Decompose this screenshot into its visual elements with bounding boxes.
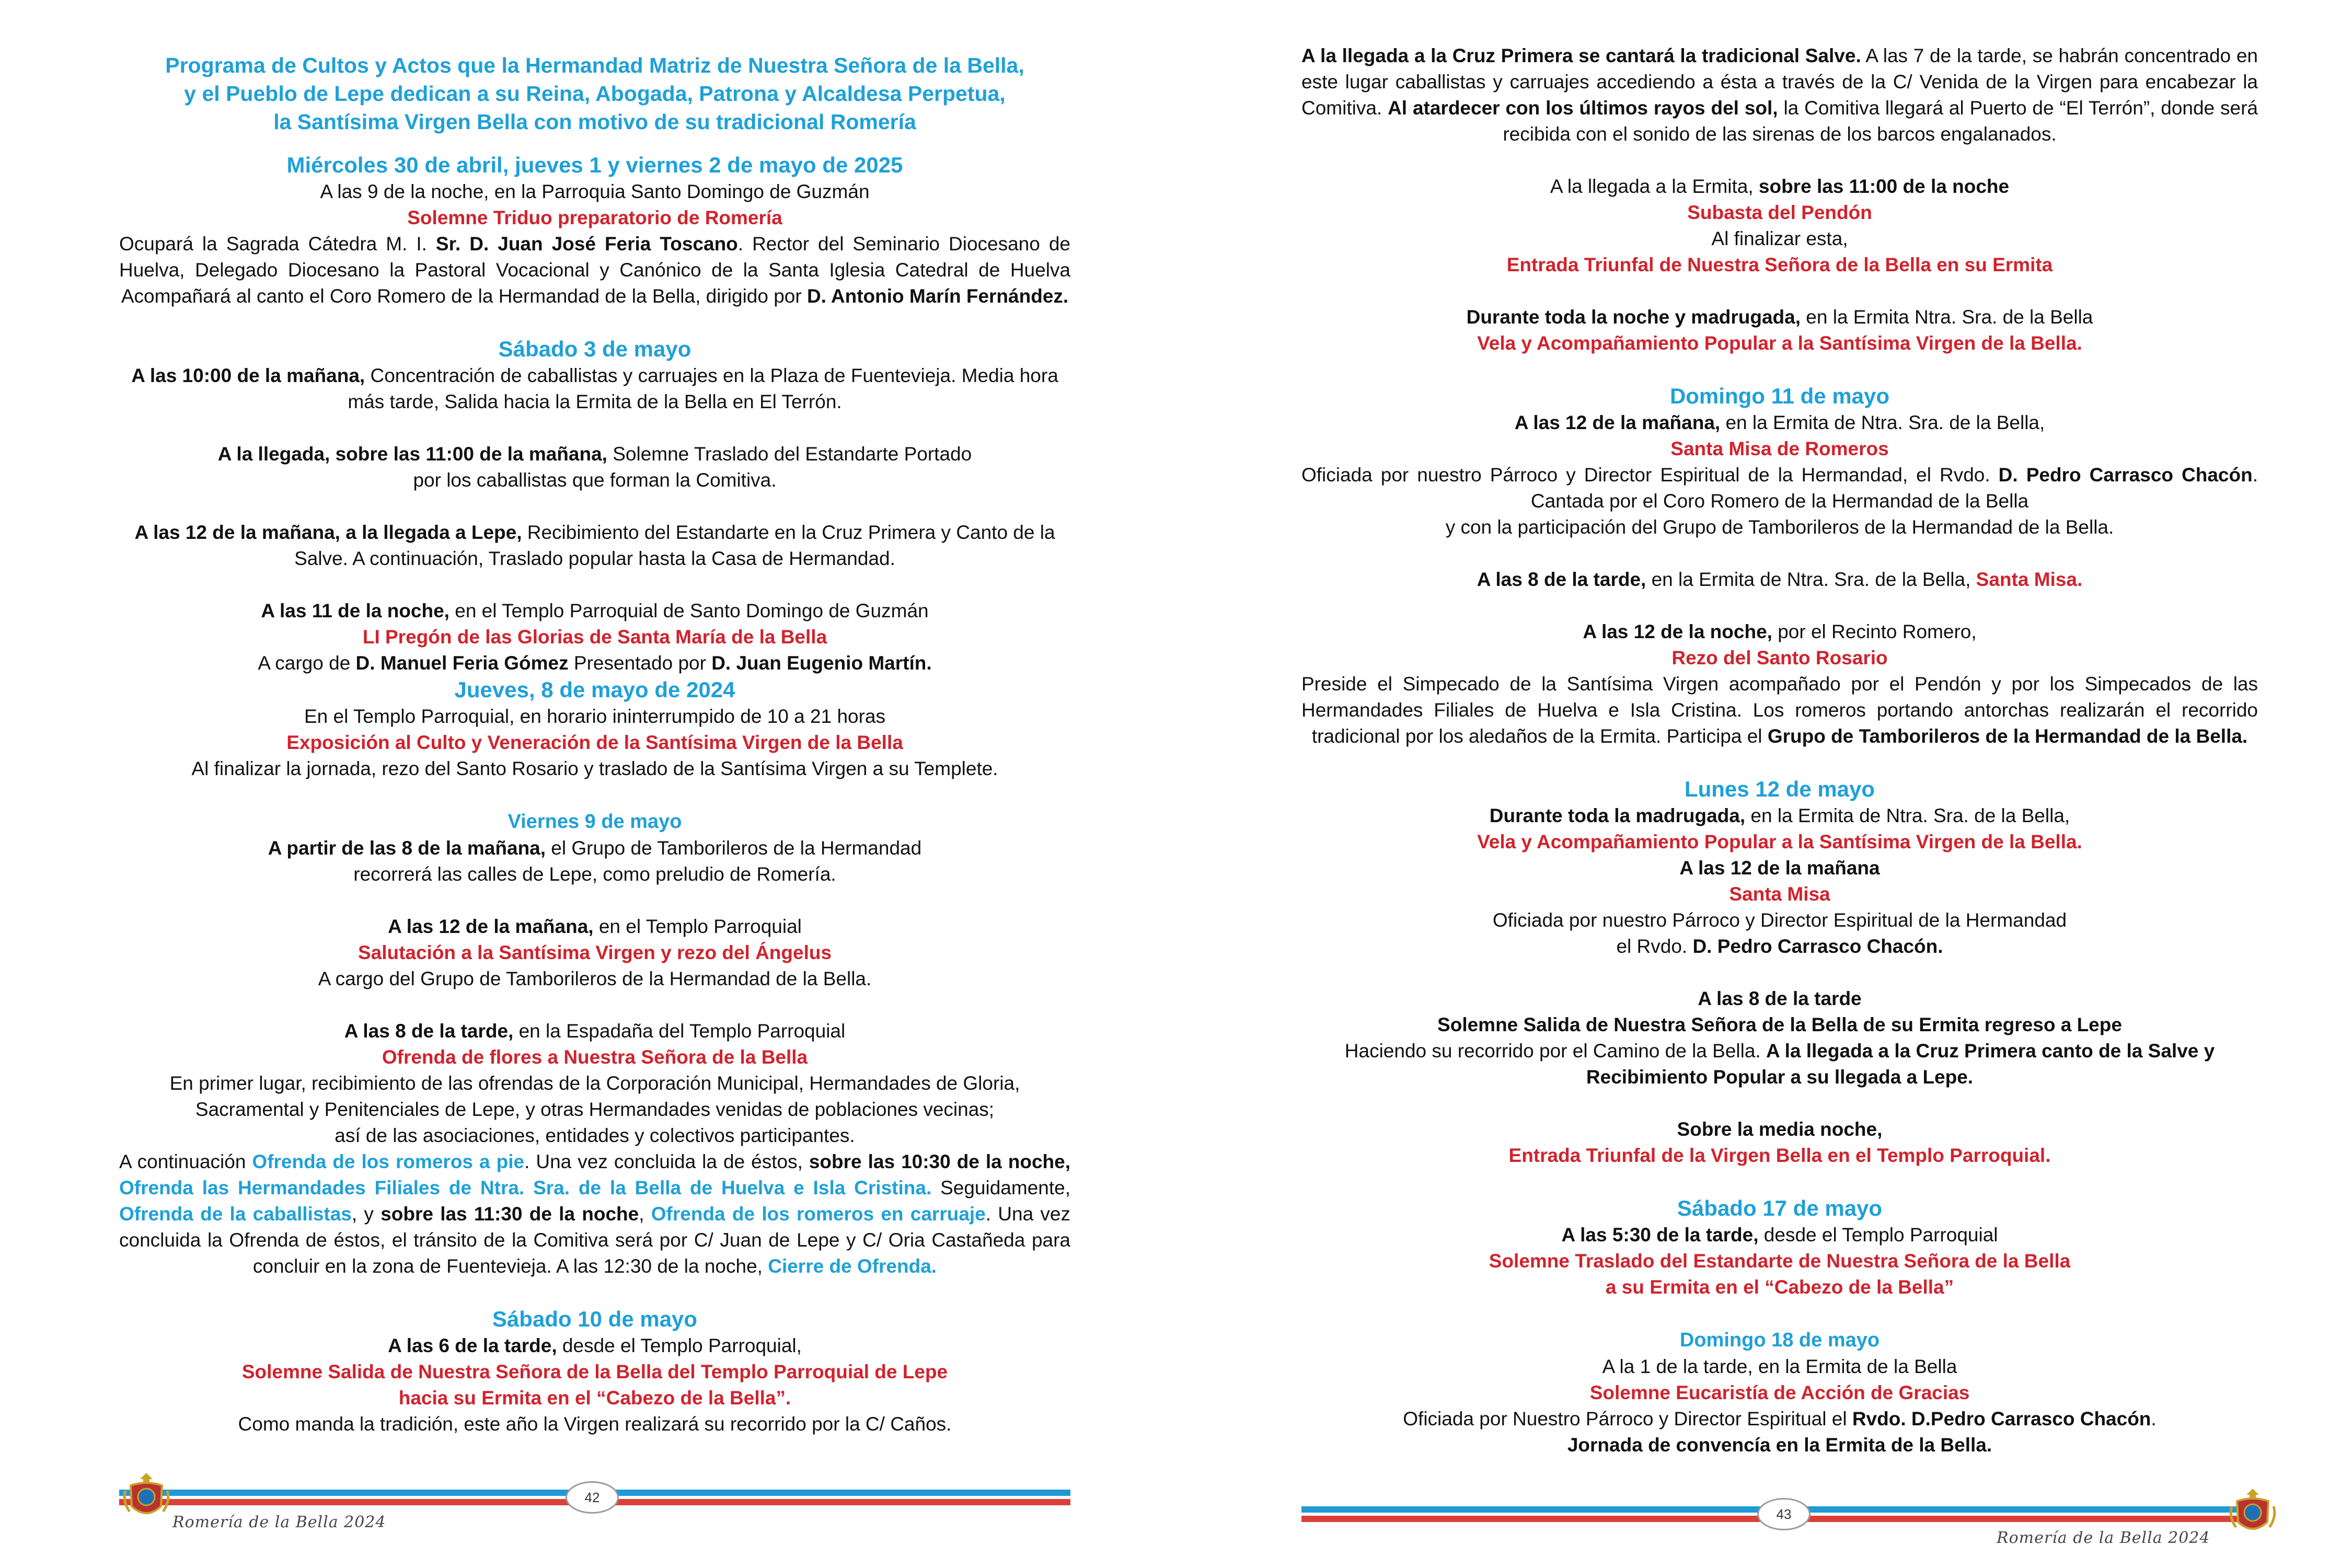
text-line: A las 12 de la noche, por el Recinto Romero, [1583, 621, 1977, 642]
event-title: a su Ermita en el “Cabezo de la Bella” [1605, 1276, 1954, 1298]
footer-title: Romería de la Bella 2024 [1997, 1529, 2210, 1547]
page-number: 43 [1757, 1498, 1811, 1530]
text-line: Al finalizar esta, [1711, 228, 1848, 249]
text-line: A las 8 de la tarde, en la Ermita de Ntra. Sra. de la Bella, Santa Misa. [1477, 569, 2083, 590]
text-line: En el Templo Parroquial, en horario ininterrumpido de 10 a 21 horas [304, 706, 886, 727]
day-heading: Jueves, 8 de mayo de 2024 [454, 677, 735, 702]
text-line: A las 11 de la noche, en el Templo Parroquial de Santo Domingo de Guzmán [261, 600, 929, 621]
text-line: Oficiada por nuestro Párroco y Director Espiritual de la Hermandad [1492, 909, 2067, 931]
left-program-column [119, 51, 1070, 1437]
text-line: Solemne Salida de Nuestra Señora de la Bella de su Ermita regreso a Lepe [1437, 1014, 2122, 1035]
paragraph: Ocupará la Sagrada Cátedra M. I. Sr. D. Juan José Feria Toscano. Rector del Seminario Diocesano de Huelva, Delegado Diocesano la Pastoral Vocacional y Canónico de la Santa Iglesia Catedral de Huelva Acompañará al canto el Coro Romero de la Hermandad de la Bella, dirigido por D. Antonio Marín Fernández. [119, 233, 1070, 307]
page-number: 42 [566, 1481, 619, 1514]
text-line: A partir de las 8 de la mañana, el Grupo de Tamborileros de la Hermandad [268, 837, 922, 859]
paragraph: A la llegada a la Cruz Primera se cantará la tradicional Salve. A las 7 de la tarde, se habrán concentrado en este lugar caballistas y carruajes accediendo a ésta a través de la C/ Venida de la Virgen para encabezar la Comitiva. Al atardecer con los últimos rayos del sol, la Comitiva llegará al Puerto de “El Terrón”, donde será recibida con el sonido de las sirenas de los barcos engalanados. [1301, 45, 2258, 145]
header-line: la Santísima Virgen Bella con motivo de su tradicional Romería [273, 110, 916, 134]
brotherhood-seal-icon [2227, 1485, 2279, 1538]
text-line: por los caballistas que forman la Comitiva. [413, 469, 777, 491]
event-title: Vela y Acompañamiento Popular a la Santísima Virgen de la Bella. [1477, 332, 2082, 354]
event-title: Entrada Triunfal de la Virgen Bella en el Templo Parroquial. [1508, 1145, 2051, 1166]
paragraph: A continuación Ofrenda de los romeros a pie. Una vez concluida la de éstos, sobre las 10:30 de la noche, Ofrenda las Hermandades Filiales de Ntra. Sra. de la Bella de Huelva e Isla Cristina. Seguidamente, Ofrenda de la caballistas, y sobre las 11:30 de la noche, Ofrenda de los romeros en carruaje. Una vez concluida la Ofrenda de éstos, el tránsito de la Comitiva será por C/ Juan de Lepe y C/ Oria Castañeda para concluir en la zona de Fuentevieja. A las 12:30 de la noche, Cierre de Ofrenda. [119, 1151, 1071, 1277]
event-title: Solemne Salida de Nuestra Señora de la Bella del Templo Parroquial de Lepe [241, 1361, 948, 1382]
paragraph: Preside el Simpecado de la Santísima Virgen acompañado por el Pendón y por los Simpecados de las Hermandades Filiales de Huelva e Isla Cristina. Los romeros portando antorchas realizarán el recorrido tradicional por los aledaños de la Ermita. Participa el Grupo de Tamborileros de la Hermandad de la Bella. [1301, 673, 2258, 747]
text-line: Durante toda la noche y madrugada, en la Ermita Ntra. Sra. de la Bella [1466, 306, 2093, 328]
day-heading: Viernes 9 de mayo [508, 811, 682, 833]
text-line: Sacramental y Penitenciales de Lepe, y otras Hermandades venidas de poblaciones vecinas; [195, 1099, 995, 1120]
text-line: A las 5:30 de la tarde, desde el Templo Parroquial [1561, 1224, 1998, 1246]
day-heading: Miércoles 30 de abril, jueves 1 y viernes 2 de mayo de 2025 [286, 153, 903, 177]
event-title: Rezo del Santo Rosario [1671, 647, 1888, 668]
text-line: A la 1 de la tarde, en la Ermita de la Bella [1602, 1356, 1957, 1377]
text-line: A las 12 de la mañana, en la Ermita de Ntra. Sra. de la Bella, [1514, 412, 2045, 433]
text-line: A la llegada a la Ermita, sobre las 11:00 de la noche [1550, 176, 2010, 197]
paragraph: A las 12 de la mañana, a la llegada a Lepe, Recibimiento del Estandarte en la Cruz Primera y Canto de la Salve. A continuación, Traslado popular hasta la Casa de Hermandad. [134, 522, 1055, 569]
text-line: A las 6 de la tarde, desde el Templo Parroquial, [388, 1335, 802, 1356]
event-title: hacia su Ermita en el “Cabezo de la Bella”. [398, 1387, 791, 1409]
event-title: Vela y Acompañamiento Popular a la Santísima Virgen de la Bella. [1477, 831, 2082, 852]
text-line: A las 8 de la tarde, en la Espadaña del Templo Parroquial [344, 1020, 846, 1042]
text-line: recorrerá las calles de Lepe, como preludio de Romería. [353, 863, 836, 885]
text-line: el Rvdo. D. Pedro Carrasco Chacón. [1616, 936, 1943, 957]
day-heading: Sábado 10 de mayo [492, 1307, 698, 1331]
event-title: Santa Misa de Romeros [1670, 438, 1889, 459]
text-line: A cargo del Grupo de Tamborileros de la Hermandad de la Bella. [318, 968, 872, 989]
text-line: Jornada de convencía en la Ermita de la Bella. [1567, 1434, 1992, 1456]
event-title: Entrada Triunfal de Nuestra Señora de la Bella en su Ermita [1506, 254, 2053, 275]
text-line: Oficiada por Nuestro Párroco y Director Espiritual el Rvdo. D.Pedro Carrasco Chacón. [1403, 1408, 2157, 1429]
event-title: Solemne Traslado del Estandarte de Nuestra Señora de la Bella [1489, 1250, 2071, 1272]
day-heading: Domingo 11 de mayo [1669, 384, 1890, 408]
event-title: Solemne Triduo preparatorio de Romería [407, 207, 782, 228]
text-line: así de las asociaciones, entidades y colectivos participantes. [335, 1125, 855, 1146]
paragraph: A las 10:00 de la mañana, Concentración de caballistas y carruajes en la Plaza de Fuentevieja. Media hora más tarde, Salida hacia la Ermita de la Bella en El Terrón. [131, 365, 1058, 412]
text-line: A las 8 de la tarde [1698, 988, 1862, 1009]
text-line: Durante toda la madrugada, en la Ermita de Ntra. Sra. de la Bella, [1489, 805, 2070, 826]
event-title: LI Pregón de las Glorias de Santa María de la Bella [362, 626, 827, 648]
day-heading: Sábado 3 de mayo [498, 337, 691, 361]
program-header [119, 51, 1070, 136]
text-line: Como manda la tradición, este año la Virgen realizará su recorrido por la C/ Caños. [238, 1413, 952, 1435]
text-line: A las 12 de la mañana, en el Templo Parroquial [388, 916, 802, 937]
paragraph: Haciendo su recorrido por el Camino de la Bella. A la llegada a la Cruz Primera canto de la Salve y Recibimiento Popular a su llegada a Lepe. [1344, 1040, 2215, 1088]
day-heading: Lunes 12 de mayo [1684, 777, 1875, 801]
footer-title: Romería de la Bella 2024 [172, 1513, 386, 1531]
text-line: A las 12 de la mañana [1679, 857, 1880, 879]
event-title: Solemne Eucaristía de Acción de Gracias [1589, 1382, 1970, 1403]
event-title: Exposición al Culto y Veneración de la Santísima Virgen de la Bella [286, 732, 903, 753]
right-program-column [1301, 43, 2258, 1458]
day-heading: Sábado 17 de mayo [1677, 1196, 1883, 1220]
day-heading: Domingo 18 de mayo [1679, 1329, 1880, 1351]
text-line: y con la participación del Grupo de Tamborileros de la Hermandad de la Bella. [1445, 516, 2114, 538]
text-line: A cargo de D. Manuel Feria Gómez Presentado por D. Juan Eugenio Martín. [258, 652, 932, 674]
event-title: Ofrenda de flores a Nuestra Señora de la Bella [382, 1046, 808, 1068]
header-line: y el Pueblo de Lepe dedican a su Reina, Abogada, Patrona y Alcaldesa Perpetua, [184, 82, 1006, 106]
paragraph: Oficiada por nuestro Párroco y Director Espiritual de la Hermandad, el Rvdo. D. Pedro Carrasco Chacón. Cantada por el Coro Romero de la Hermandad de la Bella [1301, 464, 2258, 512]
text-line: A la llegada, sobre las 11:00 de la mañana, Solemne Traslado del Estandarte Portado [217, 443, 972, 465]
header-line: Programa de Cultos y Actos que la Hermandad Matriz de Nuestra Señora de la Bella, [165, 53, 1024, 77]
text-line: Al finalizar la jornada, rezo del Santo Rosario y traslado de la Santísima Virgen a su Templete. [191, 758, 998, 779]
text-line: Sobre la media noche, [1677, 1119, 1883, 1140]
event-title: Salutación a la Santísima Virgen y rezo del Ángelus [358, 942, 832, 963]
event-title: Subasta del Pendón [1687, 202, 1872, 223]
page-right [1176, 0, 2352, 1568]
brotherhood-seal-icon [120, 1470, 172, 1522]
text-line: A las 9 de la noche, en la Parroquia Santo Domingo de Guzmán [320, 181, 870, 202]
event-title: Santa Misa [1729, 883, 1830, 905]
text-line: En primer lugar, recibimiento de las ofrendas de la Corporación Municipal, Hermandades de Gloria, [169, 1073, 1020, 1094]
